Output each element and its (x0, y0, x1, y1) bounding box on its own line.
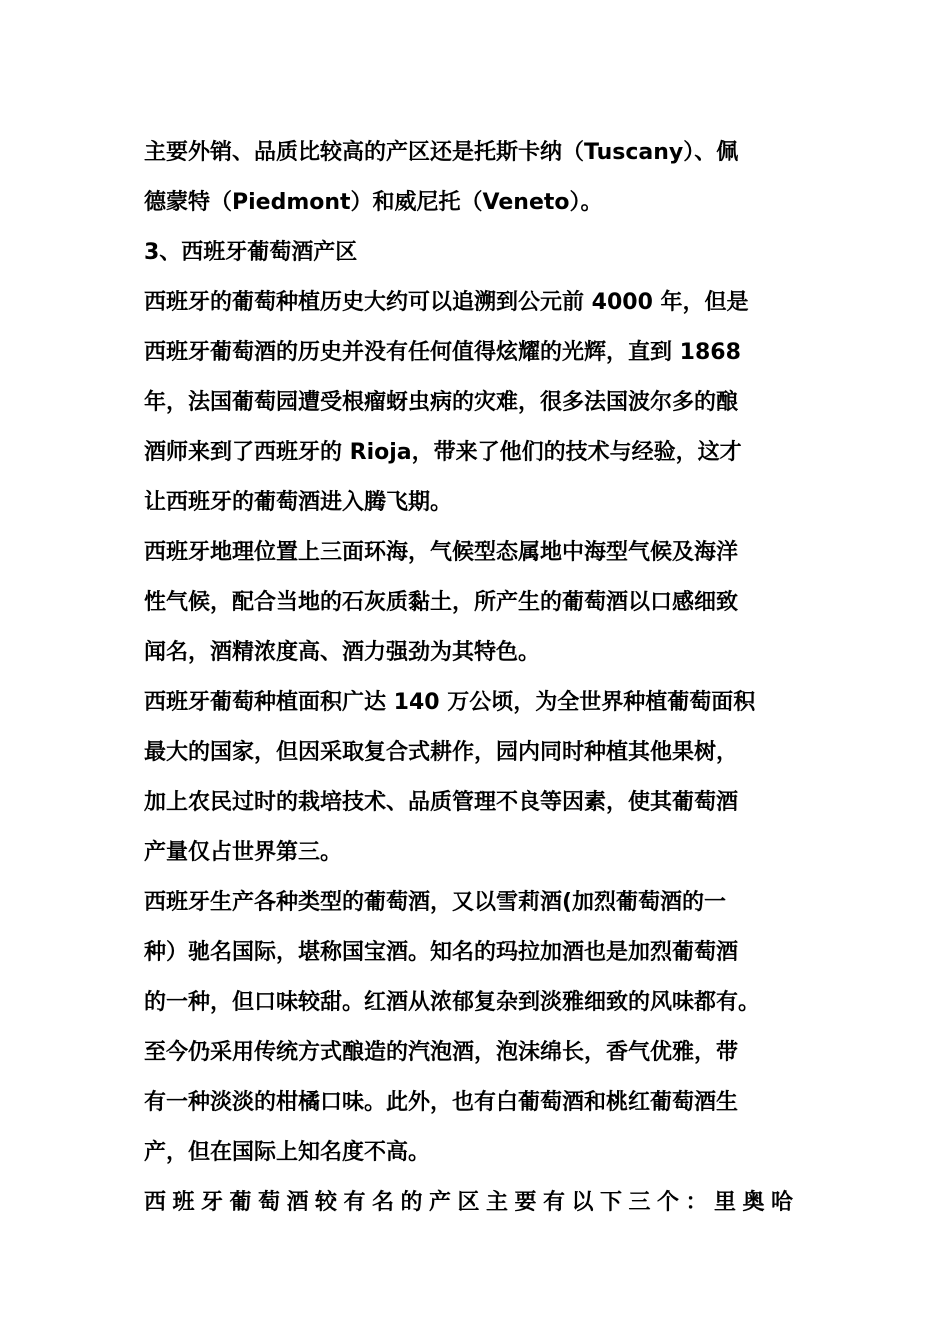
text-line: 种）驰名国际，堪称国宝酒。知名的玛拉加酒也是加烈葡萄酒 (144, 940, 739, 965)
text-line: 的一种，但口味较甜。红酒从浓郁复杂到淡雅细致的风味都有。 (144, 990, 761, 1015)
text-line: 年，法国葡萄园遭受根瘤蚜虫病的灾难，很多法国波尔多的酿 (144, 390, 739, 415)
text-line: 西班牙生产各种类型的葡萄酒，又以雪莉酒(加烈葡萄酒的一 (144, 890, 727, 915)
text-line: 西班牙葡萄酒的历史并没有任何值得炫耀的光辉，直到 1868 (144, 340, 741, 365)
text-line: 性气候，配合当地的石灰质黏土，所产生的葡萄酒以口感细致 (144, 590, 739, 615)
text-line: 主要外销、品质比较高的产区还是托斯卡纳（Tuscany）、佩 (144, 140, 739, 165)
section-heading: 3、西班牙葡萄酒产区 (144, 240, 358, 265)
text-line: 最大的国家，但因采取复合式耕作，园内同时种植其他果树， (144, 740, 739, 765)
text-line: 西班牙葡萄酒较有名的产区主要有以下三个：里奥哈 (144, 1190, 800, 1215)
text-line: 西班牙葡萄种植面积广达 140 万公顷，为全世界种植葡萄面积 (144, 690, 756, 715)
text-line: 产，但在国际上知名度不高。 (144, 1140, 431, 1165)
text-line: 产量仅占世界第三。 (144, 840, 343, 865)
text-line: 德蒙特（Piedmont）和威尼托（Veneto）。 (144, 190, 603, 215)
text-line: 至今仍采用传统方式酿造的汽泡酒，泡沫绵长，香气优雅，带 (144, 1040, 739, 1065)
text-line: 西班牙的葡萄种植历史大约可以追溯到公元前 4000 年，但是 (144, 290, 749, 315)
text-line: 西班牙地理位置上三面环海，气候型态属地中海型气候及海洋 (144, 540, 739, 565)
document-body (144, 128, 816, 1228)
text-line: 加上农民过时的栽培技术、品质管理不良等因素，使其葡萄酒 (144, 790, 739, 815)
text-line: 让西班牙的葡萄酒进入腾飞期。 (144, 490, 453, 515)
text-line: 酒师来到了西班牙的 Rioja，带来了他们的技术与经验，这才 (144, 440, 742, 465)
text-line: 有一种淡淡的柑橘口味。此外，也有白葡萄酒和桃红葡萄酒生 (144, 1090, 739, 1115)
text-line: 闻名，酒精浓度高、酒力强劲为其特色。 (144, 640, 541, 665)
